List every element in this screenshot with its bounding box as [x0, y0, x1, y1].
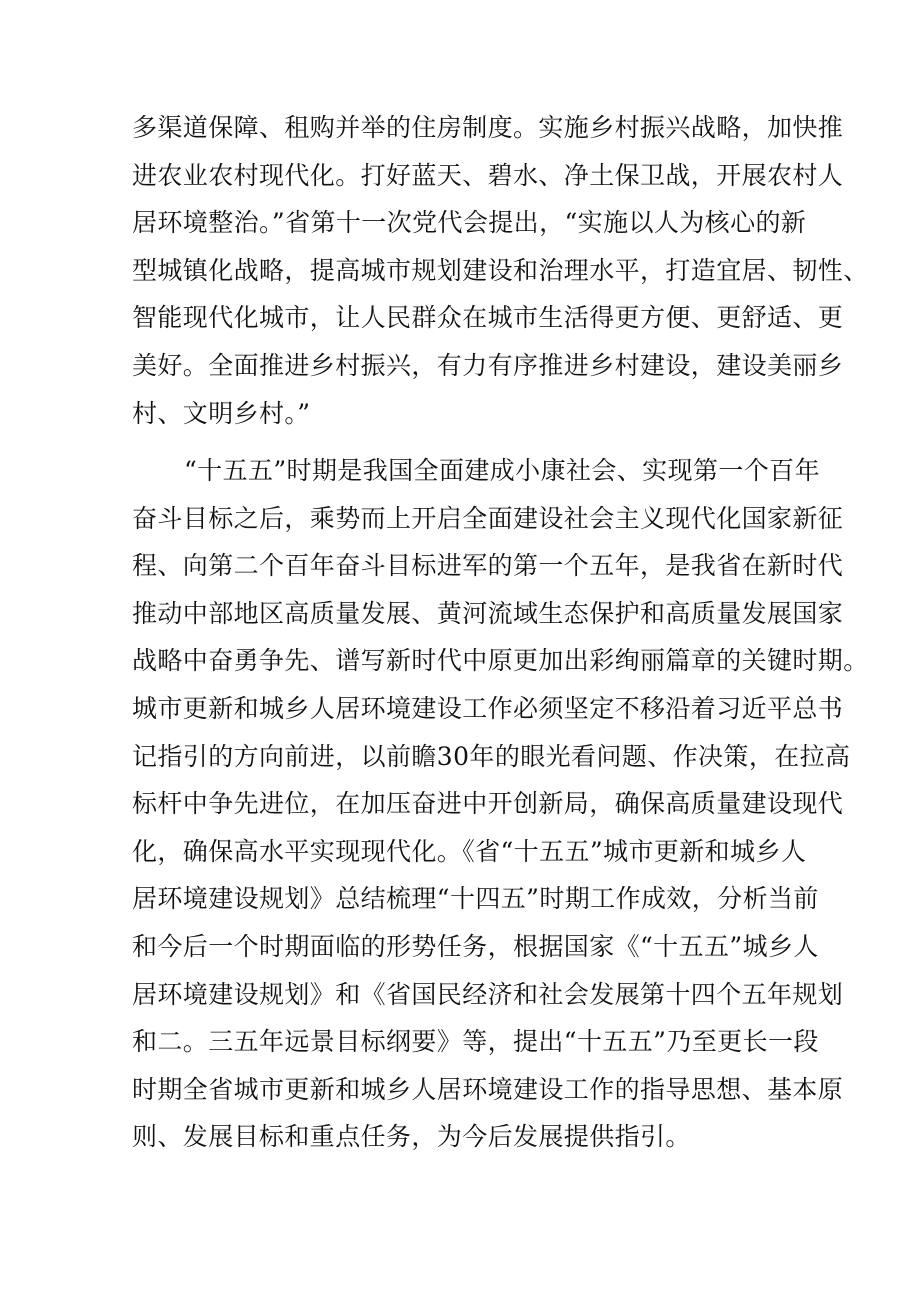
- text-line: 战略中奋勇争先、谱写新时代中原更加出彩绚丽篇章的关键时期。: [132, 646, 869, 676]
- text-line: 型城镇化战略，提高城市规划建设和治理水平，打造宜居、韧性、: [132, 255, 869, 285]
- text-line: 村、文明乡村。”: [132, 398, 311, 428]
- text-line: 时期全省城市更新和城乡人居环境建设工作的指导思想、基本原: [132, 1074, 844, 1104]
- text-line: 记指引的方向前进，以前瞻30年的眼光看问题、作决策，在拉高: [132, 741, 851, 771]
- text-line: 和今后一个时期面临的形势任务，根据国家《“十五五”城乡人: [132, 931, 819, 961]
- text-line: 和二。三五年远景目标纲要》等，提出“十五五”乃至更长一段: [132, 1027, 819, 1057]
- text-line: 居环境整治。”省第十一次党代会提出，“实施以人为核心的新: [132, 208, 807, 238]
- text-line: 化，确保高水平实现现代化。《省“十五五”城市更新和城乡人: [132, 836, 807, 866]
- text-line: 则、发展目标和重点任务，为今后发展提供指引。: [132, 1122, 691, 1152]
- text-line: 奋斗目标之后，乘势而上开启全面建设社会主义现代化国家新征: [132, 503, 844, 533]
- text-line: 多渠道保障、租购并举的住房制度。实施乡村振兴战略，加快推: [132, 113, 844, 142]
- text-line: 标杆中争先进位，在加压奋进中开创新局，确保高质量建设现代: [132, 789, 844, 819]
- text-line: 推动中部地区高质量发展、黄河流域生态保护和高质量发展国家: [132, 598, 844, 628]
- text-line: 美好。全面推进乡村振兴，有力有序推进乡村建设，建设美丽乡: [132, 350, 844, 380]
- text-line: 进农业农村现代化。打好蓝天、碧水、净土保卫战，开展农村人: [132, 160, 844, 190]
- text-line: 居环境建设规划》和《省国民经济和社会发展第十四个五年规划: [132, 979, 844, 1009]
- text-line: 程、向第二个百年奋斗目标进军的第一个五年，是我省在新时代: [132, 551, 844, 581]
- text-line: 智能现代化城市，让人民群众在城市生活得更方便、更舒适、更: [132, 303, 844, 333]
- text-line: 城市更新和城乡人居环境建设工作必须坚定不移沿着习近平总书: [132, 693, 844, 723]
- paragraph-1: [132, 104, 869, 437]
- paragraph-2: [132, 447, 869, 1161]
- text-line: 居环境建设规划》总结梳理“十四五”时期工作成效，分析当前: [132, 884, 819, 914]
- text-line-first-indented: “十五五”时期是我国全面建成小康社会、实现第一个百年: [184, 456, 820, 485]
